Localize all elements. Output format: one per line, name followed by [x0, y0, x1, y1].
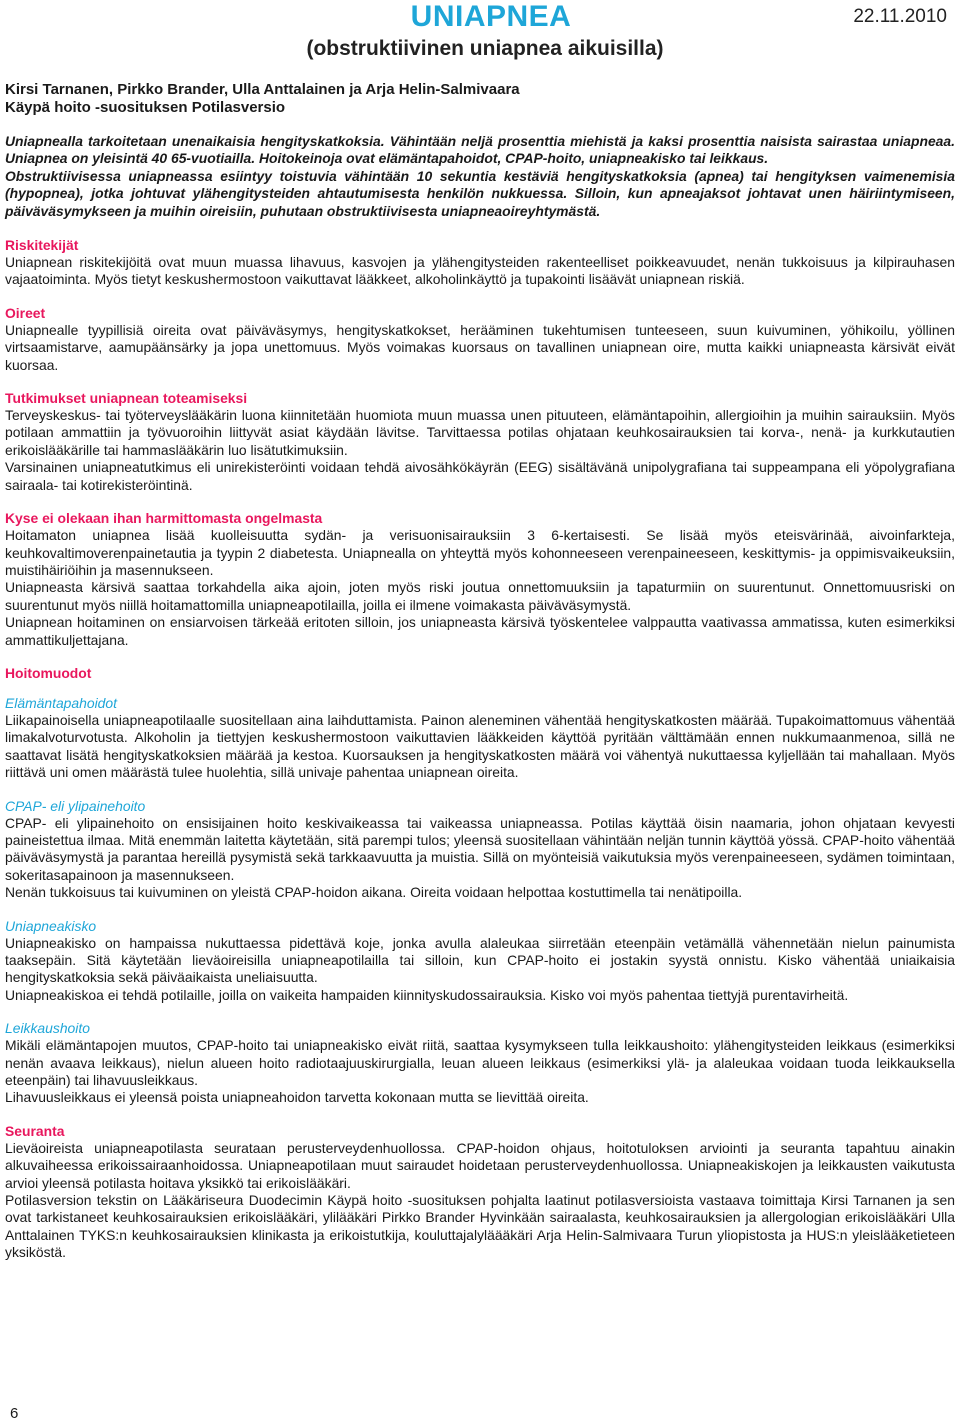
subsection-leikkaushoito	[5, 1019, 955, 1107]
section-oireet	[5, 304, 955, 374]
document-body	[5, 133, 955, 1277]
subsection-cpap	[5, 797, 955, 902]
document-subtitle: (obstruktiivinen uniapnea aikuisilla)	[306, 37, 664, 60]
body-paragraph: Uniapnean hoitaminen on ensiarvoisen tärkeää eritoten silloin, jos uniapneasta kärsivä työskentelee valppautta vaativassa ammatissa, kuten esimerkiksi ammattikuljettajana.	[5, 614, 955, 648]
body-paragraph: Mikäli elämäntapojen muutos, CPAP-hoito tai uniapneakisko eivät riitä, saattaa kysymykseen tulla leikkaushoito: ylähengitysteiden leikkaus (esimerkiksi nenän avaava leikkaus), nielun alueen hoito radiotaajuuskirurgialla, leuan alueen leikkaus (esimerkiksi ylä- ja alaleukaa voidaan tuoda leikkauksella eteenpäin) tai lihavuusleikkaus.	[5, 1037, 955, 1089]
intro-paragraph: Obstruktiivisessa uniapneassa esiintyy toistuvia vähintään 10 sekuntia kestäviä hengityskatkoksia (apnea) tai hengityksen vaimenemisia (hypopnea), jotka johtuvat ylähengitysteiden ahtautumisesta henkilön nukkuessa. Silloin, kun apneajaksot johtavat unen häiriintymiseen, päiväväsymykseen ja muihin oireisiin, puhutaan obstruktiivisesta uniapneaoireyhtymästä.	[5, 167, 955, 219]
section-heading: Tutkimukset uniapnean toteamiseksi	[5, 390, 248, 407]
body-paragraph: Potilasversion tekstin on Lääkäriseura Duodecimin Käypä hoito -suosituksen pohjalta laatinut potilasversioista vastaava toimittaja Kirsi Tarnanen ja sen ovat tarkistaneet keuhkosairauksien erikoislääkäri, ylilääkäri Pirkko Brander Hyvinkään sairaalasta, keuhkosairauksien ja allergologian erikoislääkäri Ulla Anttalainen TYKS:n keuhkosairauksien klinikasta ja erikoistutkija, kouluttajalyläääkäri Arja Helin-Salmivaara Turun yliopistosta ja HUS:n yleislääketieteen yksiköstä.	[5, 1192, 955, 1261]
document-date: 22.11.2010	[853, 6, 947, 27]
subsection-elamantapahoidot	[5, 694, 955, 782]
section-riskitekijat	[5, 236, 955, 289]
section-heading: Kyse ei olekaan ihan harmittomasta ongelmasta	[5, 510, 323, 527]
section-tutkimukset	[5, 389, 955, 494]
document-title: UNIAPNEA	[410, 0, 572, 33]
authors-block	[5, 81, 520, 117]
section-heading: Seuranta	[5, 1122, 65, 1139]
subsection-heading: Elämäntapahoidot	[5, 694, 117, 711]
section-kyse	[5, 509, 955, 649]
subsection-uniapneakisko	[5, 917, 955, 1005]
section-heading: Riskitekijät	[5, 237, 79, 254]
body-paragraph: Terveyskeskus- tai työterveyslääkärin luona kiinnitetään huomiota muun muassa unen pituuteen, elämäntapoihin, allergioihin ja muihin sairauksiin. Myös potilaan ammattiin ja työvuoroihin liittyvät asiat käydään lävitse. Tarvittaessa potilas ohjataan keuhkosairauksien tai korva-, nenä- ja kurkkutautien erikoislääkärille tai hammaslääkärin luo lisätutkimuksiin.	[5, 407, 955, 458]
body-paragraph: Liikapainoisella uniapneapotilaalle suositellaan aina laihduttamista. Painon aleneminen vähentää hengityskatkosten määrää. Tupakoimattomuus vähentää limakalvoturvotusta. Alkoholin ja tiettyjen keskushermostoon vaikuttavien lääkkeiden käyttöä pyritään välttämään ennen nukkumaanmenoa, sillä ne saattavat lisätä hengityskatkoksien määrää ja kestoa. Kuorsauksen ja hengityskatkosten määrä voi vähentyä nukuttaessa kyljellään tai mahallaan. Myös riittävä uni omen määrästä tulee huolehtia, sillä univaje pahentaa uniapnean oireita.	[5, 711, 955, 781]
body-paragraph: Varsinainen uniapneatutkimus eli unirekisteröinti voidaan tehdä aivosähkökäyrän (EEG) sisältävänä unipolygrafiana tai suppeampana eli yöpolygrafiana sairaala- tai kotirekisteröintinä.	[5, 459, 955, 493]
authors-source: Käypä hoito -suosituksen Potilasversio	[5, 99, 286, 116]
section-heading: Oireet	[5, 304, 46, 321]
authors-names: Kirsi Tarnanen, Pirkko Brander, Ulla Anttalainen ja Arja Helin-Salmivaara	[5, 81, 520, 98]
subsection-heading: Uniapneakisko	[5, 917, 97, 934]
body-paragraph: Lieväoireista uniapneapotilasta seurataan perusterveydenhuollossa. CPAP-hoidon ohjaus, hoitotuloksen arviointi ja seuranta tapahtuu ainakin alkuvaiheessa erikoissairaanhoidossa. Uniapneapotilaan muut sairaudet hoidetaan perusterveydenhuollossa. Uniapneakiskojen ja leikkausten vaikutusta arvioi yleensä potilasta hoitava yksikkö tai erikoislääkäri.	[5, 1139, 955, 1191]
page-number: 6	[10, 1405, 19, 1422]
body-paragraph: Uniapneakisko on hampaissa nukuttaessa pidettävä koje, jonka avulla alaleukaa siirretään eteenpäin vetämällä vähennetään nielun painumista taaksepäin. Sitä käytetään lieväoireisilla uniapneapotilailla tai silloin, kun CPAP-hoito ei jostakin syystä onnistu. Kisko vähentää uniaikaisia hengityskatkoksia sekä päiväaikaista uneliaisuutta.	[5, 934, 955, 986]
body-paragraph: Nenän tukkoisuus tai kuivuminen on yleistä CPAP-hoidon aikana. Oireita voidaan helpottaa kostuttimella tai nenätipoilla.	[5, 884, 743, 901]
body-paragraph: Uniapneasta kärsivä saattaa torkahdella aika ajoin, joten myös riski joutua onnettomuuksiin ja tapaturmiin on suurentunut. Onnettomuusriski on suurentunut myös niillä hoitamattomilla uniapneapotilailla, joilla ei ilmene voimakasta päiväväsymystä.	[5, 579, 955, 613]
body-paragraph: Uniapneakiskoa ei tehdä potilaille, joilla on vaikeita hampaiden kiinnityskudossairauksia. Kisko voi myös pahentaa tiettyjä purentavirheitä.	[5, 986, 849, 1003]
body-paragraph: Hoitamaton uniapnea lisää kuolleisuutta sydän- ja verisuonisairauksiin 3 6-kertaisesti. Se lisää myös eteisvärinää, aivoinfarkteja, keuhkovaltimoverenpainetautia ja tyypin 2 diabetesta. Uniapnealla on yhteyttä myös kohonneeseen verenpaineeseen, keskittymis- ja oppimisvaikeuksiin, muistihäiriöihin ja masennukseen.	[5, 527, 955, 578]
body-paragraph: Uniapnean riskitekijöitä ovat muun muassa lihavuus, kasvojen ja ylähengitysteiden rakenteelliset poikkeavuudet, nenän tukkoisuus ja kilpirauhasen vajaatoiminta. Myös tietyt keskushermostoon vaikuttavat lääkkeet, alkoholinkäyttö ja tupakointi lisäävät uniapnean riskiä.	[5, 254, 955, 288]
section-seuranta	[5, 1122, 955, 1262]
body-paragraph: Uniapnealle tyypillisiä oireita ovat päiväväsymys, hengityskatkokset, herääminen tukehtumisen tunteeseen, suun kuivuminen, yöhikoilu, yöllinen virtsaamistarve, aamupäänsärky ja jopa unettomuus. Myös voimakas kuorsaus on tavallinen uniapnean oire, mutta kaikki uniapneasta kärsivät eivät kuorsaa.	[5, 321, 955, 373]
intro-paragraph: Uniapnealla tarkoitetaan unenaikaisia hengityskatkoksia. Vähintään neljä prosenttia miehistä ja kaksi prosenttia naisista sairastaa uniapneaa. Uniapnea on yleisintä 40 65-vuotiailla. Hoitokeinoja ovat elämäntapahoidot, CPAP-hoito, uniapneakisko tai leikkaus.	[5, 133, 955, 167]
section-heading: Hoitomuodot	[5, 664, 92, 681]
body-paragraph: Lihavuusleikkaus ei yleensä poista uniapneahoidon tarvetta kokonaan mutta se lievittää oireita.	[5, 1089, 589, 1106]
intro-section	[5, 133, 955, 220]
body-paragraph: CPAP- eli ylipainehoito on ensisijainen hoito keskivaikeassa tai vaikeassa uniapneassa. Potilas käyttää öisin naamaria, johon ohjataan kevyesti paineistettua ilmaa. Mitä enemmän laitetta käytetään, sitä parempi tulos; yleensä suositellaan vähintään neljän tunnin käyttöä yössä. CPAP-hoito vähentää päiväväsymystä ja parantaa hereillä pysymistä sekä tarkkaavuutta ja muistia. Sillä on myönteisiä vaikutuksia myös verenpaineeseen, sydämen toimintaan, sokeritasapainoon ja masennukseen.	[5, 814, 955, 883]
subsection-heading: CPAP- eli ylipainehoito	[5, 797, 146, 814]
subsection-heading: Leikkaushoito	[5, 1020, 90, 1037]
section-hoitomuodot	[5, 664, 955, 1107]
